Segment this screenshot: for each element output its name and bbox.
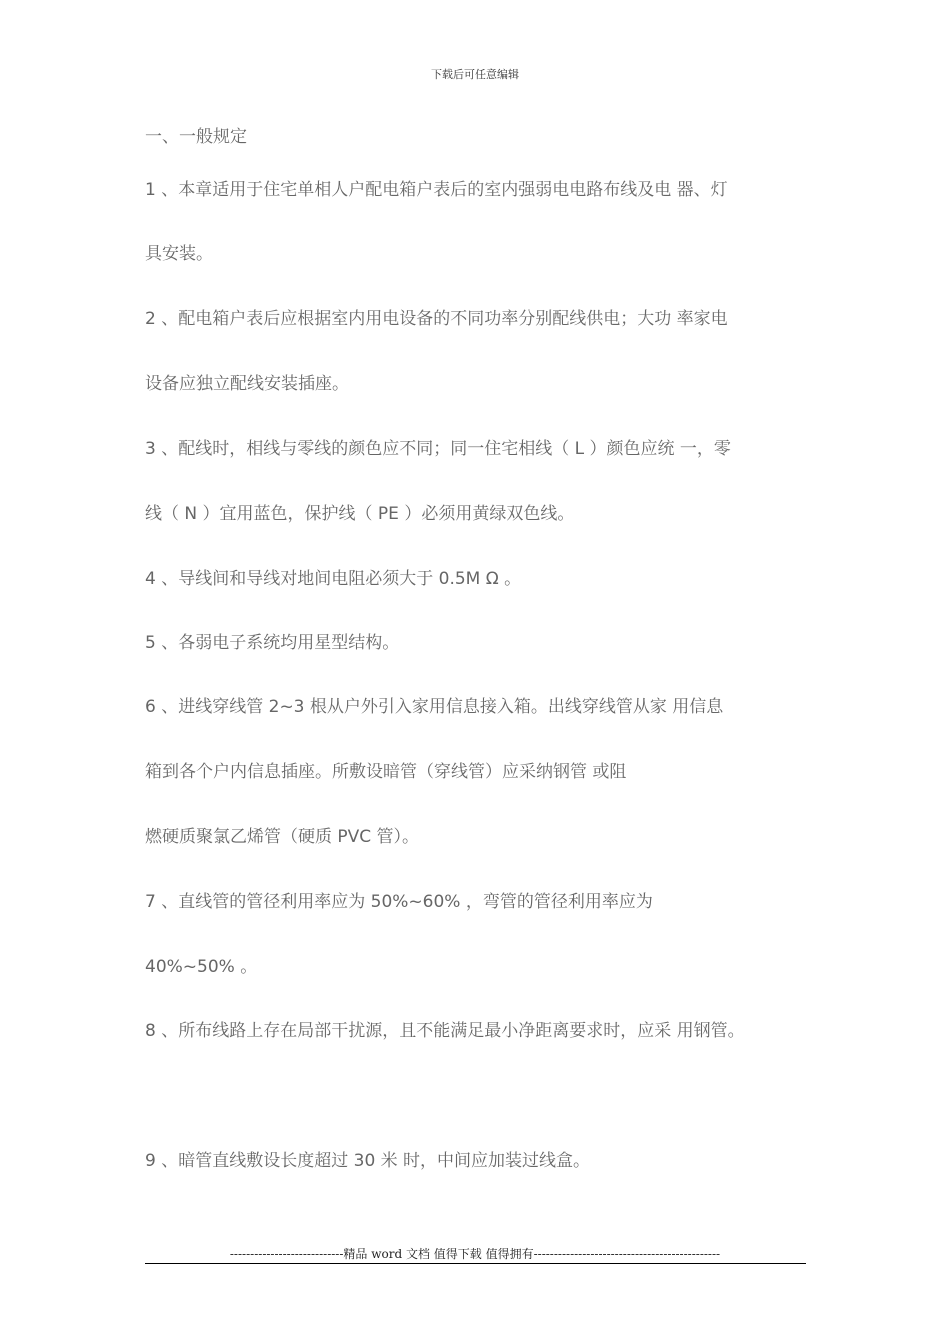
- paragraph-line: 9 、暗管直线敷设长度超过 30 米 时，中间应加装过线盒。: [145, 1151, 591, 1171]
- paragraph-line: 40%~50% 。: [145, 957, 258, 977]
- paragraph-line: 7 、直线管的管径利用率应为 50%~60% ，弯管的管径利用率应为: [145, 892, 653, 912]
- paragraph-line: 燃硬质聚氯乙烯管（硬质 PVC 管）。: [145, 827, 420, 847]
- page-footer-note: ----------------------------精品 word 文档 值得下载 值得拥有----------------------------------------------: [229, 1247, 721, 1261]
- section-heading: 一、一般规定: [145, 127, 247, 147]
- paragraph-line: 具安装。: [145, 244, 213, 264]
- paragraph-line: 4 、导线间和导线对地间电阻必须大于 0.5M Ω 。: [145, 569, 522, 589]
- paragraph-line: 线（ N ）宜用蓝色，保护线（ PE ）必须用黄绿双色线。: [145, 504, 575, 524]
- paragraph-line: 8 、所布线路上存在局部干扰源，且不能满足最小净距离要求时，应采 用钢管。: [145, 1021, 745, 1041]
- paragraph-line: 2 、配电箱户表后应根据室内用电设备的不同功率分别配线供电；大功 率家电: [145, 309, 728, 329]
- paragraph-line: 箱到各个户内信息插座。所敷设暗管（穿线管）应采纳钢管 或阻: [145, 762, 627, 782]
- paragraph-line: 1 、本章适用于住宅单相人户配电箱户表后的室内强弱电电路布线及电 器、灯: [145, 180, 728, 200]
- paragraph-line: 3 、配线时，相线与零线的颜色应不同；同一住宅相线（ L ）颜色应统 一，零: [145, 439, 731, 459]
- paragraph-line: 5 、各弱电子系统均用星型结构。: [145, 633, 400, 653]
- paragraph-line: 6 、进线穿线管 2~3 根从户外引入家用信息接入箱。出线穿线管从家 用信息: [145, 697, 724, 717]
- footer-divider: [145, 1263, 806, 1264]
- page-header-note: 下载后可任意编辑: [431, 68, 519, 81]
- paragraph-line: 设备应独立配线安装插座。: [145, 374, 349, 394]
